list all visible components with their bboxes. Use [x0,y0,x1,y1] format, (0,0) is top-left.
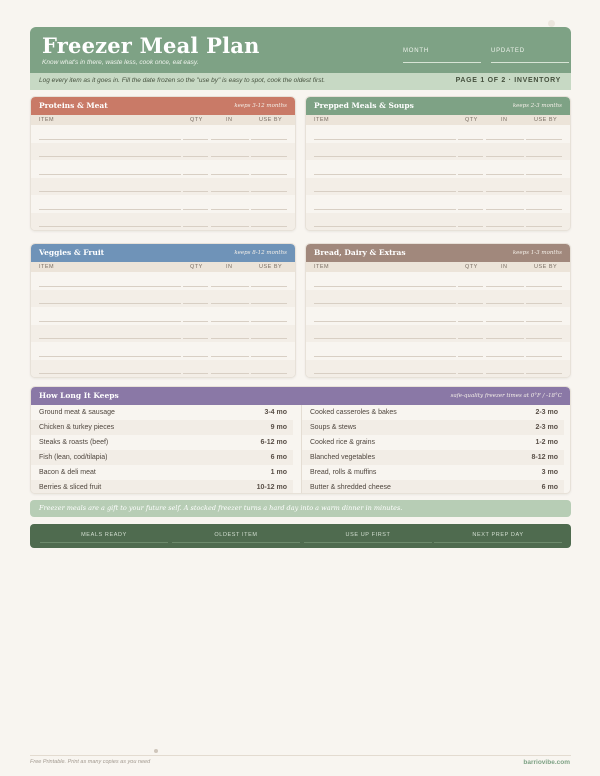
write-line [211,373,249,374]
panel-title: Proteins & Meat [39,101,108,110]
panel-header [31,244,295,262]
entry-row[interactable] [31,272,295,290]
write-line [458,191,483,192]
write-line [526,286,562,287]
write-line [211,226,249,227]
col-item: ITEM [314,117,330,123]
write-line [458,303,483,304]
write-line [211,338,249,339]
site-link[interactable]: barriovibe.com [523,759,570,766]
entry-rows [306,125,570,231]
keeps-item-name: Cooked rice & grains [310,439,375,446]
summary-bar [30,524,571,548]
write-line [314,356,456,357]
keeps-item-name: Ground meat & sausage [39,409,115,416]
write-line [314,209,456,210]
keeps-item-name: Bacon & deli meat [39,469,96,476]
write-line [251,286,287,287]
write-line [314,156,456,157]
write-line [526,303,562,304]
keeps-item-name: Berries & sliced fruit [39,484,102,491]
panel-header [306,244,570,262]
col-qty: QTY [465,264,478,270]
write-line [458,286,483,287]
write-line [39,286,181,287]
write-line [39,209,181,210]
write-line [211,209,249,210]
keeps-row [302,435,564,450]
write-line [526,174,562,175]
write-line [526,321,562,322]
entry-row[interactable] [31,160,295,178]
keeps-item-name: Chicken & turkey pieces [39,424,115,431]
write-line [486,373,524,374]
panel-keeps: keeps 8-12 months [234,250,287,256]
keeps-item-time: 8-12 mo [531,454,558,461]
write-line [314,373,456,374]
write-line [526,139,562,140]
write-line [458,156,483,157]
entry-row[interactable] [306,342,570,360]
write-line [458,356,483,357]
col-item: ITEM [314,264,330,270]
panel-proteins-meat [30,96,296,231]
write-line [183,139,208,140]
decorative-dot [548,20,555,27]
write-line [183,373,208,374]
keeps-row [31,405,293,420]
keeps-row [31,465,293,480]
panel-veggies-fruit [30,243,296,378]
keeps-item-time: 1-2 mo [535,439,558,446]
write-line [251,174,287,175]
write-line [314,191,456,192]
entry-row[interactable] [306,213,570,231]
keeps-header [31,387,570,405]
panel-title: Prepped Meals & Soups [314,101,414,110]
panel-keeps: keeps 2-3 months [512,103,562,109]
entry-rows [31,125,295,231]
write-line [526,209,562,210]
page-title: Freezer Meal Plan [42,33,260,58]
month-field[interactable] [403,48,481,63]
entry-row[interactable] [306,325,570,343]
page-indicator: PAGE 1 OF 2 · INVENTORY [455,77,561,84]
entry-row[interactable] [31,360,295,378]
write-line [314,174,456,175]
entry-row[interactable] [306,290,570,308]
col-use-by: USE BY [259,117,283,123]
write-line [458,139,483,140]
write-line [486,321,524,322]
keeps-row [31,420,293,435]
quote-text: Freezer meals are a gift to your future self. A stocked freezer turns a hard day into a warm dinner in minutes. [39,504,403,512]
write-line [39,156,181,157]
entry-row[interactable] [31,143,295,161]
keeps-item-name: Steaks & roasts (beef) [39,439,109,446]
keeps-item-time: 2-3 mo [535,409,558,416]
write-line [183,356,208,357]
entry-row[interactable] [306,360,570,378]
panel-keeps: keeps 3-12 months [234,103,287,109]
decorative-dot [154,749,158,753]
col-in: IN [501,264,508,270]
entry-row[interactable] [306,125,570,143]
write-line [211,321,249,322]
column-header [31,262,295,272]
keeps-item-name: Fish (lean, cod/tilapia) [39,454,108,461]
instructions-note: Log every item as it goes in. Fill the date frozen so the "use by" is easy to spot, cook the oldest first. [39,77,326,84]
keeps-row [31,435,293,450]
col-qty: QTY [190,117,203,123]
write-line [39,226,181,227]
entry-row[interactable] [31,290,295,308]
write-line [458,226,483,227]
write-line [526,156,562,157]
keeps-item-name: Butter & shredded cheese [310,484,391,491]
write-line [251,191,287,192]
panel-bread-dairy [305,243,571,378]
write-line [39,321,181,322]
keeps-item-time: 9 mo [270,424,287,431]
keeps-row [302,480,564,494]
panel-header [306,97,570,115]
write-line [486,174,524,175]
write-line [211,356,249,357]
write-line [486,303,524,304]
write-line [458,338,483,339]
header-banner [30,27,571,73]
print-note: Free Printable. Print as many copies as you need [30,759,151,765]
write-line [314,303,456,304]
keeps-item-time: 3 mo [541,469,558,476]
keeps-item-time: 6-12 mo [260,439,287,446]
keeps-item-time: 6 mo [270,454,287,461]
write-line [251,356,287,357]
write-line [486,139,524,140]
oldest-item-field[interactable]: OLDEST ITEM [172,532,300,543]
write-line [251,139,287,140]
write-line [526,338,562,339]
col-qty: QTY [190,264,203,270]
write-line [458,321,483,322]
write-line [251,321,287,322]
panel-title: Veggies & Fruit [39,248,105,257]
keeps-row [302,465,564,480]
write-line [183,338,208,339]
entry-row[interactable] [31,307,295,325]
keeps-item-name: Soups & stews [310,424,357,431]
keeps-item-time: 2-3 mo [535,424,558,431]
write-line [183,191,208,192]
column-header [31,115,295,125]
write-line [211,303,249,304]
write-line [458,209,483,210]
keeps-row [302,420,564,435]
col-use-by: USE BY [534,264,558,270]
write-line [251,156,287,157]
column-header [306,262,570,272]
write-line [211,156,249,157]
keeps-row [31,480,293,494]
write-line [251,226,287,227]
next-prep-day-field[interactable]: NEXT PREP DAY [434,532,562,543]
write-line [251,303,287,304]
write-line [39,373,181,374]
col-use-by: USE BY [534,117,558,123]
entry-row[interactable] [306,160,570,178]
col-item: ITEM [39,264,55,270]
write-line [486,338,524,339]
page-subtitle: Know what's in there, waste less, cook once, eat easy. [42,59,199,66]
write-line [486,226,524,227]
keeps-item-name: Cooked casseroles & bakes [310,409,397,416]
panel-title: Bread, Dairy & Extras [314,248,406,257]
write-line [486,286,524,287]
keeps-item-time: 10-12 mo [256,484,287,491]
write-line [183,321,208,322]
col-use-by: USE BY [259,264,283,270]
keeps-item-time: 6 mo [541,484,558,491]
write-line [183,286,208,287]
entry-row[interactable] [31,342,295,360]
panel-keeps: keeps 1-3 months [512,250,562,256]
write-line [39,338,181,339]
write-line [39,303,181,304]
quote-banner [30,500,571,517]
write-line [211,174,249,175]
entry-rows [306,272,570,378]
write-line [526,356,562,357]
write-line [211,191,249,192]
month-label: MONTH [403,48,429,54]
write-line [251,209,287,210]
keeps-item-name: Bread, rolls & muffins [310,469,377,476]
entry-row[interactable] [31,213,295,231]
column-header [306,115,570,125]
keeps-note: safe-quality freezer times at 0°F / -18°C [450,393,562,399]
entry-row[interactable] [306,178,570,196]
write-line [251,373,287,374]
write-line [39,139,181,140]
keeps-row [302,405,564,420]
write-line [526,373,562,374]
footer-divider [30,755,571,756]
write-line [183,303,208,304]
write-line [526,191,562,192]
entry-row[interactable] [306,272,570,290]
keeps-row [302,450,564,465]
write-line [458,373,483,374]
use-up-first-field[interactable]: USE UP FIRST [304,532,432,543]
info-bar [30,73,571,90]
write-line [39,356,181,357]
write-line [486,156,524,157]
entry-row[interactable] [31,325,295,343]
panel-prepped-meals [305,96,571,231]
keeps-table [30,386,571,494]
write-line [314,286,456,287]
col-in: IN [226,117,233,123]
entry-row[interactable] [306,307,570,325]
col-in: IN [501,117,508,123]
write-line [486,209,524,210]
write-line [458,174,483,175]
write-line [183,174,208,175]
write-line [486,191,524,192]
panel-header [31,97,295,115]
updated-field[interactable] [491,48,569,63]
entry-row[interactable] [31,178,295,196]
meals-ready-field[interactable]: MEALS READY [40,532,168,543]
col-item: ITEM [39,117,55,123]
write-line [39,174,181,175]
write-line [314,321,456,322]
entry-row[interactable] [31,125,295,143]
write-line [314,139,456,140]
col-in: IN [226,264,233,270]
keeps-body [31,405,570,494]
write-line [526,226,562,227]
write-line [486,356,524,357]
write-line [183,156,208,157]
keeps-title: How Long It Keeps [39,391,119,400]
write-line [251,338,287,339]
entry-row[interactable] [31,195,295,213]
keeps-item-name: Blanched vegetables [310,454,375,461]
updated-label: UPDATED [491,48,525,54]
write-line [39,191,181,192]
col-qty: QTY [465,117,478,123]
keeps-item-time: 3-4 mo [264,409,287,416]
keeps-row [31,450,293,465]
entry-row[interactable] [306,143,570,161]
write-line [211,139,249,140]
write-line [314,226,456,227]
entry-rows [31,272,295,378]
write-line [211,286,249,287]
keeps-item-time: 1 mo [270,469,287,476]
entry-row[interactable] [306,195,570,213]
write-line [183,226,208,227]
write-line [183,209,208,210]
write-line [314,338,456,339]
